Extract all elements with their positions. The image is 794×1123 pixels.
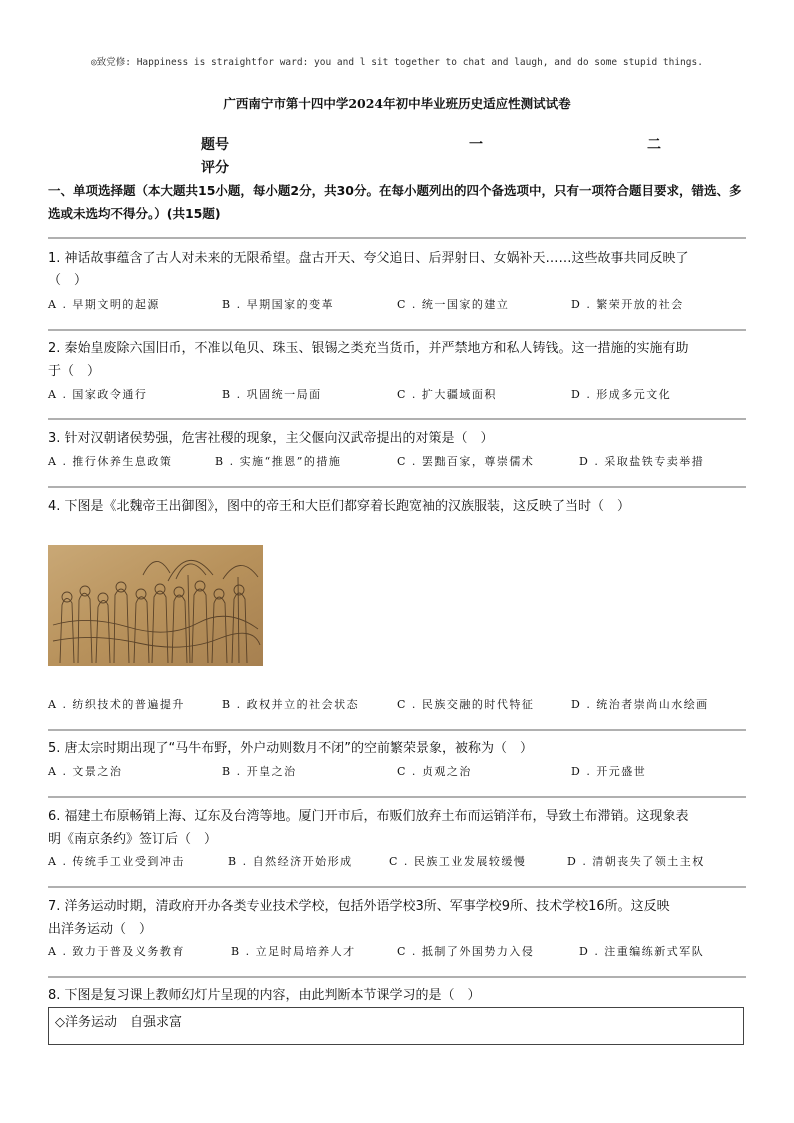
divider <box>48 237 746 239</box>
section-heading: 一、单项选择题（本大题共15小题，每小题2分，共30分。在每小题列出的四个备选项中，只有一项符合题目要求，错选、多选或未选均不得分。）(共15题) <box>48 183 742 221</box>
mural-image <box>48 545 263 666</box>
slide-content-text: ◇洋务运动 自强求富 <box>55 1015 182 1030</box>
option-c[interactable]: C . 贞观之治 <box>397 765 472 778</box>
question-stem: 7. 洋务运动时期，清政府开办各类专业技术学校，包括外语学校3所、军事学校9所、技术学校16所。这反映 <box>48 899 670 914</box>
option-a[interactable]: A . 推行休养生息政策 <box>48 455 173 468</box>
option-c[interactable]: C . 民族交融的时代特征 <box>397 698 535 711</box>
option-a[interactable]: A . 文景之治 <box>48 765 123 778</box>
option-d[interactable]: D . 注重编练新式军队 <box>579 945 705 958</box>
divider <box>48 796 746 798</box>
score-table-col-2: 二 <box>647 137 661 153</box>
question-stem: 4. 下图是《北魏帝王出御图》，图中的帝王和大臣们都穿着长跑宽袖的汉族服装，这反映了当时（ ） <box>48 499 631 514</box>
option-d[interactable]: D . 清朝丧失了领土主权 <box>567 855 705 868</box>
option-d[interactable]: D . 繁荣开放的社会 <box>571 298 684 311</box>
divider <box>48 729 746 731</box>
score-table-col-1: 一 <box>469 137 483 153</box>
question-stem: 6. 福建土布原畅销上海、辽东及台湾等地。厦门开市后，布贩们放弃土布而运销洋布，导致土布滞销。这现象表 <box>48 809 689 824</box>
option-a[interactable]: A . 纺织技术的普遍提升 <box>48 698 185 711</box>
option-c[interactable]: C . 统一国家的建立 <box>397 298 510 311</box>
option-d[interactable]: D . 形成多元文化 <box>571 388 672 401</box>
option-a[interactable]: A . 国家政令通行 <box>48 388 148 401</box>
option-c[interactable]: C . 罢黜百家，尊崇儒术 <box>397 455 535 468</box>
divider <box>48 329 746 331</box>
divider <box>48 486 746 488</box>
question-stem: 8. 下图是复习课上教师幻灯片呈现的内容，由此判断本节课学习的是（ ） <box>48 988 481 1003</box>
option-b[interactable]: B . 政权并立的社会状态 <box>222 698 360 711</box>
option-a[interactable]: A . 传统手工业受到冲击 <box>48 855 185 868</box>
question-stem: 5. 唐太宗时期出现了“马牛布野，外户动则数月不闭”的空前繁荣景象，被称为（ ） <box>48 741 534 756</box>
option-a[interactable]: A . 致力于普及义务教育 <box>48 945 185 958</box>
question-stem: 1. 神话故事蕴含了古人对未来的无限希望。盘古开天、夸父追日、后羿射日、女娲补天……这些故事共同反映了 <box>48 251 689 266</box>
question-stem-cont: （ ） <box>48 273 88 288</box>
page-title: 广西南宁市第十四中学2024年初中毕业班历史适应性测试试卷 <box>223 96 571 111</box>
question-stem: 3. 针对汉朝诸侯势强，危害社稷的现象，主父偃向汉武帝提出的对策是（ ） <box>48 431 494 446</box>
option-b[interactable]: B . 早期国家的变革 <box>222 298 335 311</box>
score-table-score-label: 评分 <box>201 160 229 176</box>
question-stem-cont: 明《南京条约》签订后（ ） <box>48 832 218 847</box>
option-b[interactable]: B . 实施“推恩”的措施 <box>215 455 342 468</box>
question-stem: 2. 秦始皇废除六国旧币，不准以龟贝、珠玉、银锡之类充当货币，并严禁地方和私人铸钱。这一措施的实施有助 <box>48 341 689 356</box>
option-d[interactable]: D . 开元盛世 <box>571 765 647 778</box>
option-b[interactable]: B . 立足时局培养人才 <box>231 945 356 958</box>
option-b[interactable]: B . 开皇之治 <box>222 765 297 778</box>
option-c[interactable]: C . 民族工业发展较缓慢 <box>389 855 527 868</box>
option-a[interactable]: A . 早期文明的起源 <box>48 298 160 311</box>
option-b[interactable]: B . 自然经济开始形成 <box>228 855 353 868</box>
divider <box>48 886 746 888</box>
option-b[interactable]: B . 巩固统一局面 <box>222 388 322 401</box>
option-c[interactable]: C . 抵制了外国势力入侵 <box>397 945 535 958</box>
score-table-row-label: 题号 <box>201 137 229 153</box>
divider <box>48 976 746 978</box>
question-stem-cont: 出洋务运动（ ） <box>48 922 153 937</box>
option-d[interactable]: D . 统治者崇尚山水绘画 <box>571 698 709 711</box>
option-d[interactable]: D . 采取盐铁专卖举措 <box>579 455 705 468</box>
option-c[interactable]: C . 扩大疆域面积 <box>397 388 497 401</box>
question-stem-cont: 于（ ） <box>48 364 101 379</box>
slide-content-box <box>48 1007 744 1045</box>
header-note: ◎致党修: Happiness is straightfor ward: you and l sit together to chat and laugh, and do some stupid things. <box>91 57 703 68</box>
divider <box>48 418 746 420</box>
